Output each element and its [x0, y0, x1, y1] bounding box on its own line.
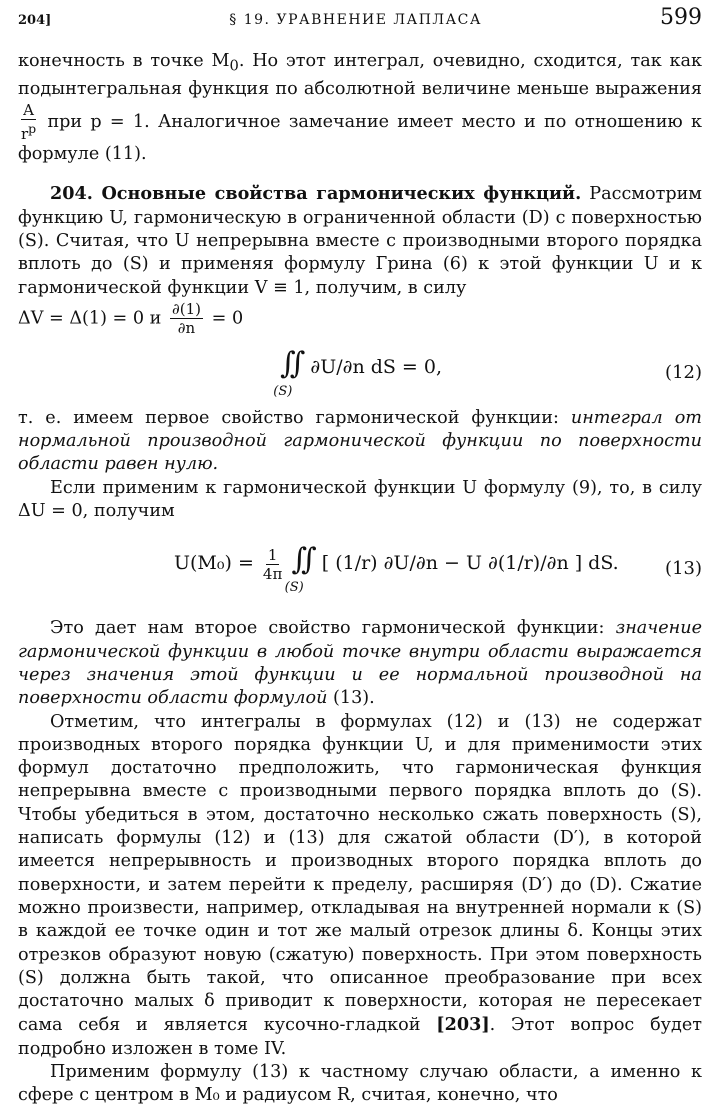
paragraph-4: Если применим к гармонической функции U формулу (9), то, в силу ΔU = 0, получим — [18, 477, 702, 522]
double-integral-sign-13: ∫∫ — [291, 542, 311, 578]
paragraph-5: Это дает нам второе свойство гармонической функции: значение гармонической функции в любой точке внутри области выражается через значения этой функции и ее нормальной производной на поверхности области формулой (13). — [18, 618, 702, 709]
page-body — [18, 50, 702, 1108]
paragraph-3: т. е. имеем первое свойство гармонической функции: интеграл от нормальной производной гармонической функции по поверхности области равен нулю. — [18, 407, 702, 475]
section-title: 204. Основные свойства гармонических функций. — [50, 183, 582, 205]
fraction-a-over-rp: $\frac{A}{r^p}$ — [21, 101, 37, 144]
equation-12: $\int\int_{(S)}$ ∂U/∂n dS = 0, (12) — [273, 345, 702, 399]
cross-reference: [203] — [436, 1014, 490, 1036]
paragraph-2-formula: ΔV = Δ(1) = 0 и $\frac{\partial(1)}{\partial n}$ = 0 — [18, 299, 244, 337]
paragraph-6: Отметим, что интегралы в формулах (12) и (13) не содержат производных второго порядка функции U, и для применимости этих формул достаточно предположить, что гармоническая функция непрерывна вместе с производными первого порядка вплоть до (S). Чтобы убедиться в этом, достаточно несколько сжать поверхность (S), написать формулы (12) и (13) для сжатой области (D′), в которой имеется непрерывность и производных второго порядка вплоть до поверхности, и затем перейти к пределу, расширяя (D′) до (D). Сжатие можно произвести, например, откладывая на внутренней нормали к (S) в каждой ее точке один и тот же малый отрезок длины δ. Концы этих отрезков образуют новую (сжатую) поверхность. При этом поверхность (S) должна быть такой, что описанное преобразование при всех достаточно малых δ приводит к поверхности, которая не пересекает сама себя и является кусочно-гладкой [203]. Этот вопрос будет подробно изложен в томе IV. — [18, 711, 703, 1059]
header-section-ref: 204] — [18, 13, 52, 28]
equation-12-label: (12) — [665, 361, 702, 383]
equation-13: U(M₀) = $\frac{1}{4\pi}$ $\int\int_{(S)}$ [ (1/r) ∂U/∂n − U ∂(1/r)/∂n ] dS. (13) — [174, 542, 702, 596]
running-header — [18, 6, 702, 36]
fraction-1-over-4pi: $\frac{1}{4\pi}$ — [262, 545, 283, 583]
equation-13-label: (13) — [665, 558, 702, 580]
paragraph-1: конечность в точке $M_0$. Но этот интеграл, очевидно, сходится, так как подынтегральная функция по абсолютной величине меньше выражения $\frac{A}{r^p}$ при p = 1. Аналогичное замечание имеет место и по отношению к формуле (11). — [18, 51, 702, 165]
header-section-title: § 19. УРАВНЕНИЕ ЛАПЛАСА — [229, 12, 482, 28]
page-number: 599 — [660, 5, 702, 30]
paragraph-7: Применим формулу (13) к частному случаю области, а именно к сфере с центром в M₀ и радиусом R, считая, конечно, что — [18, 1062, 702, 1106]
double-integral-sign: ∫∫ — [280, 345, 300, 381]
paragraph-2: 204. Основные свойства гармонических функций. Рассмотрим функцию U, гармоническую в ограниченной области (D) с поверхностью (S). Считая, что U непрерывна вместе с производными второго порядка вплоть до (S) и применяя формулу Грина (6) к этой функции U и к гармонической функции V ≡ 1, получим, в силу — [18, 183, 702, 298]
fraction-d1-dn: $\frac{\partial(1)}{\partial n}$ — [172, 299, 202, 337]
